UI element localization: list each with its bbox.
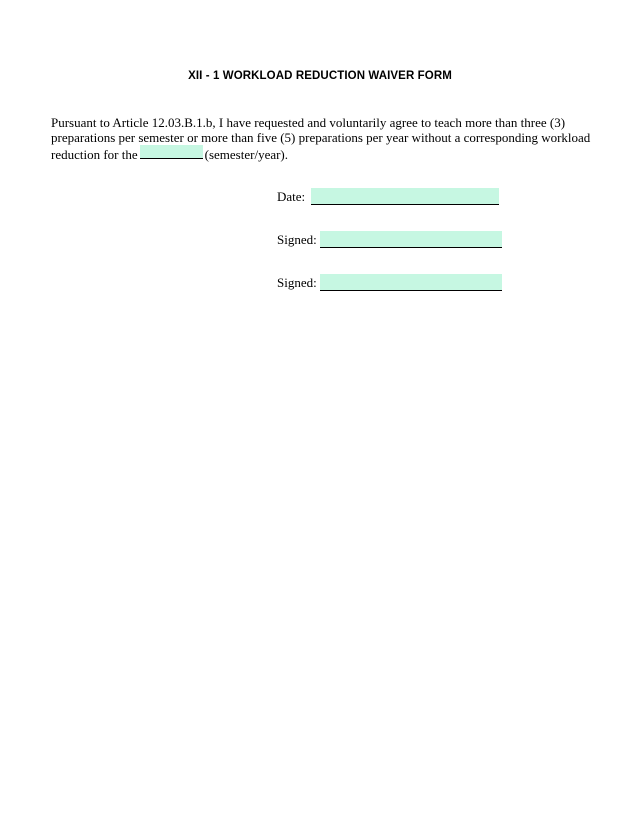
date-label: Date: <box>277 189 306 204</box>
signed-label-1: Signed: <box>277 232 317 247</box>
date-field[interactable] <box>311 188 499 205</box>
signature-field-2[interactable] <box>320 274 502 291</box>
semester-year-field[interactable] <box>140 145 203 159</box>
signature-row-1 <box>277 231 502 248</box>
signature-row-2 <box>277 274 502 291</box>
waiver-paragraph <box>51 116 591 163</box>
paragraph-text-before: Pursuant to Article 12.03.B.1.b, I have requested and voluntarily agree to teach more than three (3) preparations per semester or more than five (5) preparations per year without a corresponding workload reduction for the <box>51 115 591 163</box>
signature-field-1[interactable] <box>320 231 502 248</box>
paragraph-text-after: (semester/year). <box>204 147 289 163</box>
date-row <box>277 188 499 205</box>
signed-label-2: Signed: <box>277 275 317 290</box>
page-title: XII - 1 WORKLOAD REDUCTION WAIVER FORM <box>188 70 452 82</box>
